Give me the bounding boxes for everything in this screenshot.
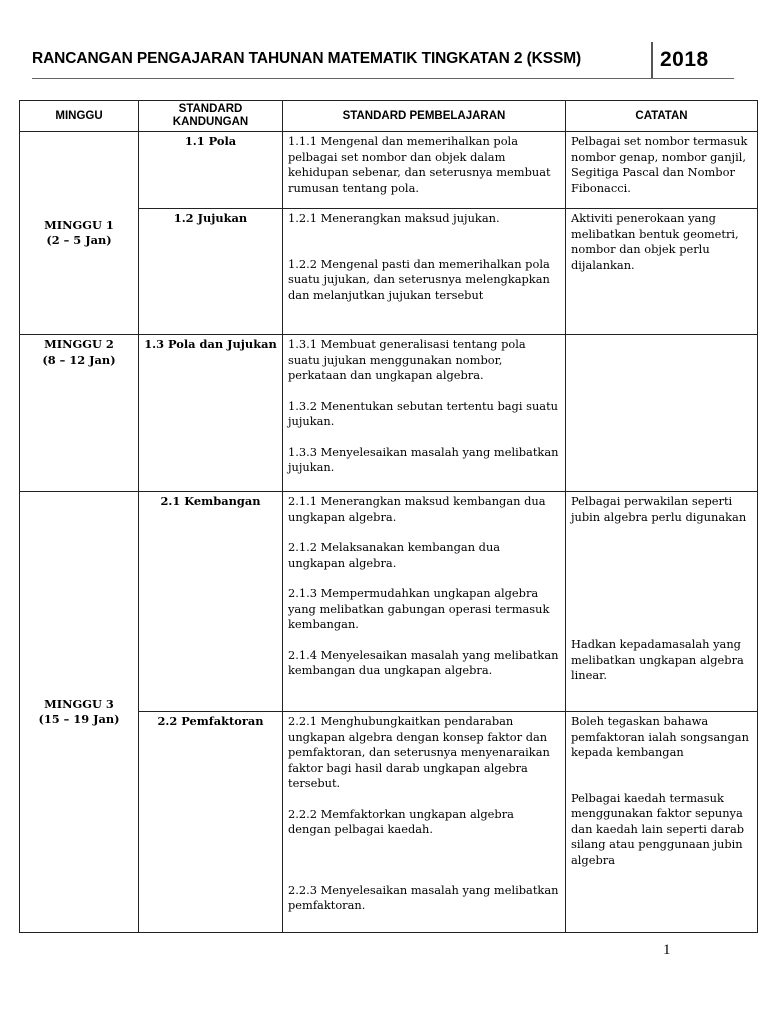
standard-kandungan-cell: 2.1 Kembangan — [139, 492, 283, 712]
learning-standard-item: 2.2.3 Menyelesaikan masalah yang melibatkan pemfaktoran. — [288, 882, 559, 912]
table-row — [20, 335, 758, 492]
standard-pembelajaran-cell — [283, 132, 566, 209]
week-dates: (8 – 12 Jan) — [42, 352, 116, 367]
note-item: Pelbagai perwakilan seperti jubin algebra perlu digunakan — [571, 494, 747, 524]
standard-pembelajaran-cell — [283, 335, 566, 492]
col-header-catatan: CATATAN — [566, 101, 758, 132]
week-dates: (2 – 5 Jan) — [46, 233, 112, 247]
document-year: 2018 — [660, 48, 709, 71]
note-item: Hadkan kepadamasalah yang melibatkan ungkapan algebra linear. — [571, 637, 744, 682]
catatan-cell — [566, 335, 758, 492]
note-item: Boleh tegaskan bahawa pemfaktoran ialah songsangan kepada kembangan — [571, 714, 749, 759]
note-item: Pelbagai kaedah termasuk menggunakan faktor sepunya dan kaedah lain seperti darab silang atau penggunaan jubin algebra — [571, 790, 745, 867]
learning-standard-item: 1.3.3 Menyelesaikan masalah yang melibatkan jujukan. — [288, 444, 559, 474]
learning-standard-item: 2.1.3 Mempermudahkan ungkapan algebra yang melibatkan gabungan operasi termasuk kembangan. — [288, 586, 550, 631]
week-cell — [20, 492, 139, 933]
header-rule — [32, 78, 734, 79]
table-row — [20, 492, 758, 712]
learning-standard-item: 1.1.1 Mengenal dan memerihalkan pola pelbagai set nombor dan objek dalam kehidupan sebenar, dan seterusnya membuat rumusan tentang pola. — [288, 134, 551, 195]
lesson-plan-table — [19, 100, 758, 933]
page-number: 1 — [663, 942, 671, 958]
learning-standard-item: 1.3.1 Membuat generalisasi tentang pola suatu jujukan menggunakan nombor, perkataan dan ungkapan algebra. — [288, 337, 526, 382]
catatan-cell — [566, 492, 758, 712]
week-label: MINGGU 2 — [44, 337, 114, 351]
table-row — [20, 132, 758, 209]
week-label: MINGGU 3 — [44, 696, 114, 711]
learning-standard-item: 1.2.2 Mengenal pasti dan memerihalkan pola suatu jujukan, dan seterusnya melengkapkan dan melanjutkan jujukan tersebut — [288, 256, 550, 302]
catatan-cell — [566, 132, 758, 209]
standard-pembelajaran-cell — [283, 712, 566, 933]
learning-standard-item: 1.3.2 Menentukan sebutan tertentu bagi suatu jujukan. — [288, 398, 558, 428]
header-divider — [651, 42, 653, 78]
document-title: RANCANGAN PENGAJARAN TAHUNAN MATEMATIK TINGKATAN 2 (KSSM) — [32, 50, 582, 67]
week-label: MINGGU 1 — [44, 217, 114, 232]
learning-standard-item: 2.1.2 Melaksanakan kembangan dua ungkapan algebra. — [288, 540, 501, 570]
standard-kandungan-cell: 1.2 Jujukan — [139, 209, 283, 335]
col-header-standard-pembelajaran: STANDARD PEMBELAJARAN — [283, 101, 566, 132]
note-item: Pelbagai set nombor termasuk nombor genap, nombor ganjil, Segitiga Pascal dan Nombor Fibonacci. — [571, 134, 748, 195]
learning-standard-item: 2.2.1 Menghubungkaitkan pendaraban ungkapan algebra dengan konsep faktor dan pemfaktoran, dan seterusnya menyenaraikan faktor bagi hasil darab ungkapan algebra tersebut. — [288, 714, 550, 790]
week-cell — [20, 335, 139, 492]
col-header-standard-kandungan: STANDARD KANDUNGAN — [139, 101, 283, 132]
note-item: Aktiviti penerokaan yang melibatkan bentuk geometri, nombor dan objek perlu dijalankan. — [571, 211, 739, 272]
learning-standard-item: 1.2.1 Menerangkan maksud jujukan. — [288, 211, 500, 225]
col-header-minggu: MINGGU — [20, 101, 139, 132]
standard-pembelajaran-cell — [283, 209, 566, 335]
document-header — [32, 42, 734, 78]
week-cell — [20, 132, 139, 335]
standard-kandungan-cell: 1.1 Pola — [139, 132, 283, 209]
learning-standard-item: 2.1.1 Menerangkan maksud kembangan dua ungkapan algebra. — [288, 494, 546, 524]
catatan-cell — [566, 209, 758, 335]
learning-standard-item: 2.1.4 Menyelesaikan masalah yang melibatkan kembangan dua ungkapan algebra. — [288, 647, 559, 677]
standard-pembelajaran-cell — [283, 492, 566, 712]
learning-standard-item: 2.2.2 Memfaktorkan ungkapan algebra dengan pelbagai kaedah. — [288, 806, 514, 836]
table-header-row — [20, 101, 758, 132]
standard-kandungan-cell: 2.2 Pemfaktoran — [139, 712, 283, 933]
standard-kandungan-cell: 1.3 Pola dan Jujukan — [139, 335, 283, 492]
week-dates: (15 – 19 Jan) — [38, 712, 120, 726]
catatan-cell — [566, 712, 758, 933]
